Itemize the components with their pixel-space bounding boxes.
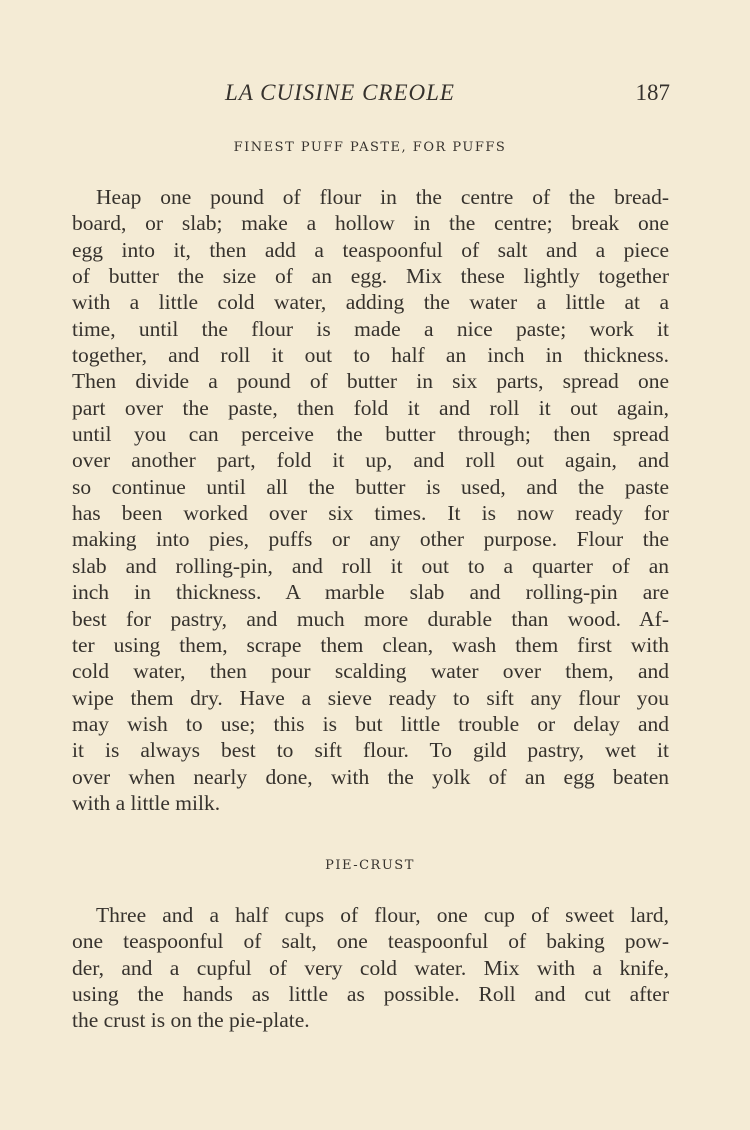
text-line: Then divide a pound of butter in six parts, spread one	[72, 369, 669, 394]
text-line: egg into it, then add a teaspoonful of salt and a piece	[72, 237, 669, 262]
recipe-paragraph-puff-paste	[72, 184, 669, 816]
text-line: together, and roll it out to half an inch in thickness.	[72, 343, 669, 368]
text-line: wipe them dry. Have a sieve ready to sift any flour you	[72, 685, 669, 710]
text-line: over another part, fold it up, and roll out again, and	[72, 448, 669, 473]
text-line: may wish to use; this is but little trouble or delay and	[72, 711, 669, 736]
text-line: inch in thickness. A marble slab and rolling-pin are	[72, 580, 669, 605]
book-title: LA CUISINE CREOLE	[225, 80, 455, 105]
text-line: with a little cold water, adding the water a little at a	[72, 290, 669, 315]
text-line: using the hands as little as possible. Roll and cut after	[72, 982, 669, 1007]
text-line: Heap one pound of flour in the centre of the bread-	[96, 185, 669, 209]
text-line: Three and a half cups of flour, one cup of sweet lard,	[96, 903, 669, 927]
recipe-paragraph-pie-crust	[72, 902, 669, 1034]
text-line: cold water, then pour scalding water over them, and	[72, 659, 669, 684]
text-line: board, or slab; make a hollow in the centre; break one	[72, 211, 669, 236]
text-line: the crust is on the pie-plate.	[72, 1008, 310, 1033]
text-line: der, and a cupful of very cold water. Mix with a knife,	[72, 955, 669, 980]
text-line: of butter the size of an egg. Mix these lightly together	[72, 264, 669, 289]
text-line: one teaspoonful of salt, one teaspoonful of baking pow-	[72, 929, 669, 954]
text-line: with a little milk.	[72, 790, 221, 815]
section-heading-pie-crust: PIE-CRUST	[325, 858, 415, 873]
text-line: over when nearly done, with the yolk of an egg beaten	[72, 764, 669, 789]
text-line: making into pies, puffs or any other purpose. Flour the	[72, 527, 669, 552]
text-line: time, until the flour is made a nice paste; work it	[72, 316, 669, 341]
text-line: slab and rolling-pin, and roll it out to a quarter of an	[72, 553, 669, 578]
section-heading-puff-paste: FINEST PUFF PASTE, FOR PUFFS	[233, 140, 507, 155]
text-line: best for pastry, and much more durable than wood. Af-	[72, 606, 669, 631]
text-line: has been worked over six times. It is now ready for	[72, 501, 669, 526]
running-head	[0, 80, 750, 110]
text-line: part over the paste, then fold it and roll it out again,	[72, 395, 669, 420]
text-line: until you can perceive the butter through; then spread	[72, 422, 669, 447]
text-line: it is always best to sift flour. To gild pastry, wet it	[72, 738, 669, 763]
page-number: 187	[635, 80, 670, 105]
text-line: ter using them, scrape them clean, wash them first with	[72, 632, 669, 657]
text-line: so continue until all the butter is used, and the paste	[72, 474, 669, 499]
